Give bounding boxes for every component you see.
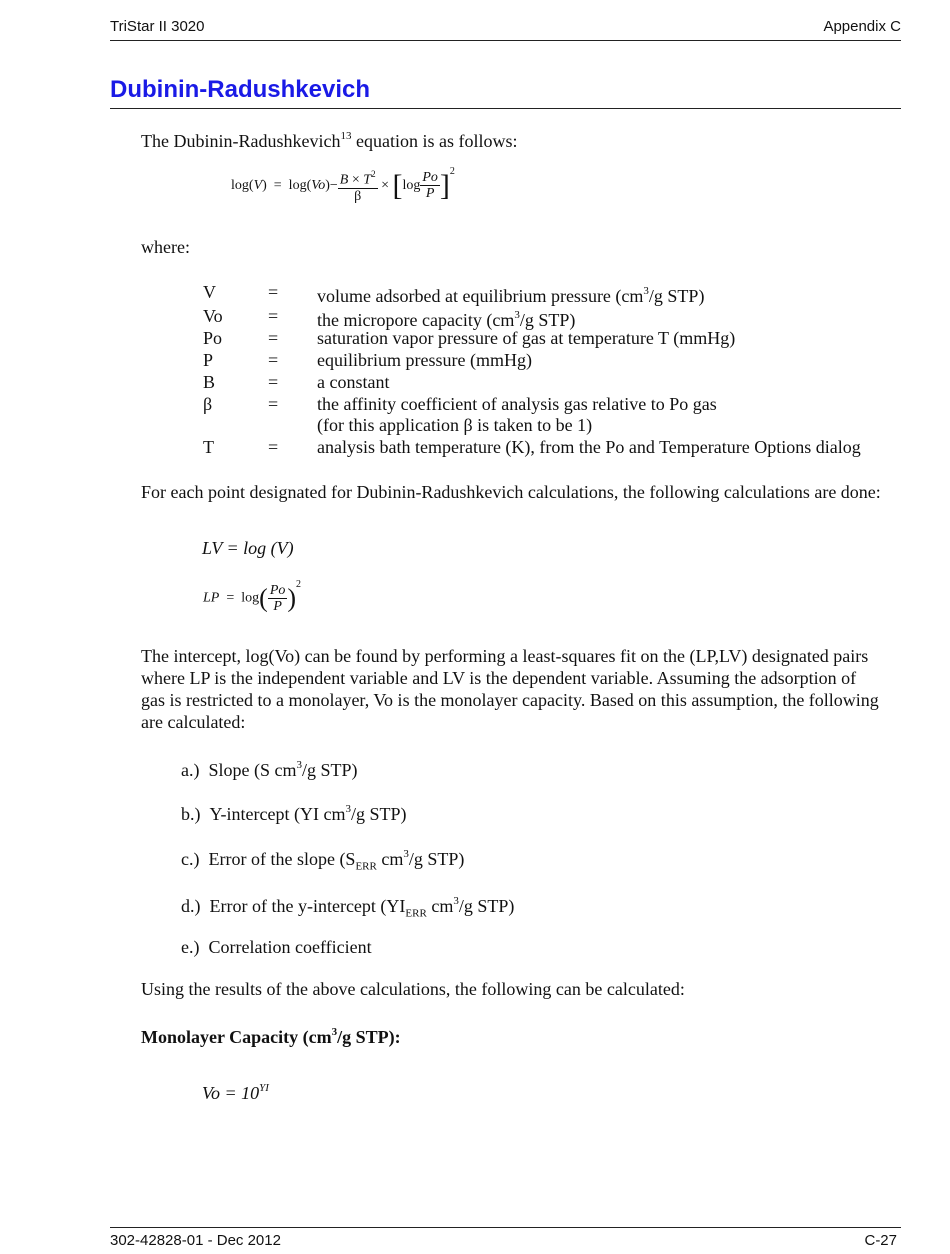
list-item: c.) Error of the slope ($S_{ERR}$ $cm^3/g$ STP) <box>181 848 465 873</box>
list-item: b.) Y-intercept (YI $cm^3/g$ STP) <box>181 803 407 824</box>
reference-number: 13 <box>340 130 352 142</box>
dr-equation: log(V) = log(Vo)− $\frac{B \times T^2}{\beta}$ × [log $\frac{Po}{P}$ ]$^2$ <box>231 166 455 204</box>
definition-row: T = analysis bath temperature (K), from the Po and Temperature Options dialog <box>203 437 861 457</box>
footer-left: 302-42828-01 - Dec 2012 <box>110 1232 281 1249</box>
section-title: Dubinin-Radushkevich <box>110 76 371 103</box>
vo-equation: $Vo = 10^{YI}$ <box>202 1082 269 1103</box>
footer-rule <box>110 1227 901 1228</box>
where-label: where: <box>141 237 190 257</box>
list-item: e.) Correlation coefficient <box>181 937 372 957</box>
definition-row: Po = saturation vapor pressure of gas at temperature T (mmHg) <box>203 328 736 348</box>
definition-row: B = a constant <box>203 372 390 392</box>
results-paragraph: Using the results of the above calculations, the following can be calculated: <box>141 979 685 999</box>
lp-equation: LP = log( $\frac{Po}{P}$ )$^2$ <box>203 579 302 614</box>
list-item: d.) Error of the y-intercept ($YI_{ERR}$ $cm^3/g$ STP) <box>181 895 515 920</box>
definition-row: β = the affinity coefficient of analysis gas relative to Po gas (for this application β is taken to be 1) <box>203 394 717 435</box>
lv-equation: LV = log (V) <box>202 538 294 558</box>
monolayer-heading: Monolayer Capacity ($cm^3/g$ STP): <box>141 1026 401 1047</box>
running-header-left: TriStar II 3020 <box>110 18 205 35</box>
definition-row: Vo = the micropore capacity ($cm^3/g$ STP) <box>203 306 576 330</box>
list-item: a.) Slope (S $cm^3/g$ STP) <box>181 759 358 780</box>
page-number: C-27 <box>864 1232 897 1249</box>
title-rule <box>110 108 901 109</box>
header-rule <box>110 40 901 41</box>
intro-paragraph: The Dubinin-Radushkevich$^{13}$ equation is as follows: <box>141 130 518 151</box>
intercept-paragraph: The intercept, log(Vo) can be found by performing a least-squares fit on the (LP,LV) designated pairs where LP is the independent variable and LV is the dependent variable. Assuming the adsorption of gas is restricted to a monolayer, Vo is the monolayer capacity. Based on this assumption, the following are calculated: <box>141 646 879 732</box>
definition-row: P = equilibrium pressure (mmHg) <box>203 350 532 370</box>
running-header-right: Appendix C <box>823 18 901 35</box>
points-paragraph: For each point designated for Dubinin-Radushkevich calculations, the following calculations are done: <box>141 482 881 502</box>
definition-row: V = volume adsorbed at equilibrium pressure ($cm^3/g$ STP) <box>203 282 705 306</box>
